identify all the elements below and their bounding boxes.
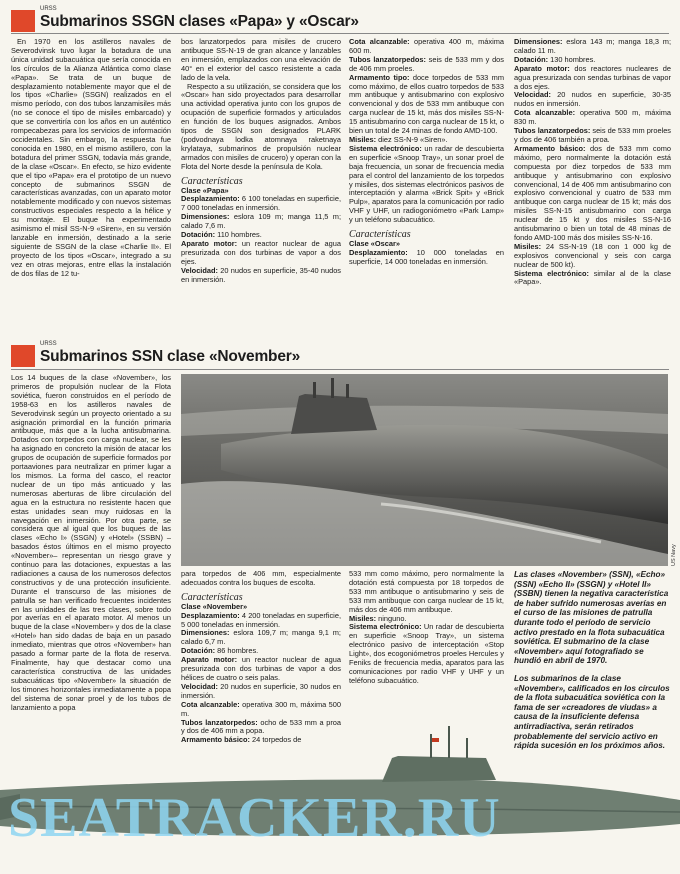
section2-marker — [11, 345, 35, 367]
spec-value: 20 nudos en superficie, 30 nudos en inmersión. — [181, 681, 341, 700]
spec-key: Misiles: — [514, 241, 542, 251]
spec-key: Aparato motor: — [181, 238, 238, 248]
section1-column-4 — [514, 38, 671, 287]
spec-key: Dotación: — [181, 230, 216, 240]
spec-value: 10 000 toneladas en superficie, 14 000 toneladas en inmersión. — [349, 247, 504, 266]
papa-specs — [181, 195, 341, 284]
spec-key: Misiles: — [349, 613, 377, 623]
spec-line — [514, 127, 671, 145]
spec-line — [181, 267, 341, 285]
spec-value: ocho de 533 mm a proa y dos de 406 mm a popa. — [181, 717, 341, 736]
section1-marker — [11, 10, 35, 32]
spec-key: Velocidad: — [514, 90, 551, 100]
spec-key: Desplazamiento: — [181, 194, 240, 204]
spec-key: Misiles: — [349, 134, 377, 144]
section1-country: URSS — [40, 6, 57, 12]
section2-column-3 — [349, 570, 504, 686]
spec-value: 533 mm como máximo, pero normalmente la dotación está compuesta por 18 torpedos de 533 mm antibuque o antisubmarino y seis de 533 mm antibuque con carga nuclear de 15 kt, más dos de 406 mm antibuque. — [349, 569, 504, 614]
papa-subheading: Clase «Papa» — [181, 185, 229, 195]
spec-line — [349, 249, 504, 267]
spec-value: 86 hombres. — [215, 646, 259, 656]
spec-line — [181, 629, 341, 647]
spec-line — [349, 145, 504, 225]
spec-value: 130 hombres. — [548, 54, 596, 64]
spec-key: Velocidad: — [181, 681, 218, 691]
section1-col2-text-b: Respecto a su utilización, se considera que los «Oscar» han sido proyectados para desarrollar una actividad operativa junto con los grupos de ocupación de superficie formados y articulados en función de los buques asignados. Ambos tipos de SSGN son designados PLARK (podvodnaya lodka atomnaya raketnaya krylataya, submarinos de propulsión nuclear armados con misiles de crucero) y operan con la Flota del Norte desde la península de Kola. — [181, 81, 341, 171]
spec-key: Cota alcanzable: — [181, 699, 240, 709]
spec-key: Armamento tipo: — [349, 72, 410, 82]
spec-value: 6 100 toneladas en superficie, 7 000 toneladas en inmersión. — [181, 194, 341, 213]
spec-value: dos reactores nucleares de agua presurizada con sendas turbinas de vapor a dos ejes. — [514, 63, 671, 91]
spec-value: seis de 533 mm proeles y dos de 406 también a proa. — [514, 126, 672, 144]
spec-key: Dimensiones: — [181, 628, 230, 638]
spec-key: Armamento básico: — [514, 143, 586, 153]
spec-value: 110 hombres. — [215, 230, 262, 240]
spec-value: Un radar de descubierta en superficie «Snoop Tray», un sistema electrónico pasivo de interceptación «Stop Light», dos ecogoniómetros proeles Hercules y Feniks de frecuencia media, aparatos para las comunicaciones por radio VHF y UHF y un teléfono subacuático. — [349, 622, 504, 685]
submarine-photo-image — [181, 374, 668, 566]
watermark: SEATRACKER.RU — [8, 787, 501, 849]
spec-key: Dimensiones: — [514, 37, 563, 46]
section1-col2-text-a: bos lanzatorpedos para misiles de crucero antibuque SS-N-19 de gran alcance y lanzables en inmersión, emplazados con una elevación de 40° en el exterior del casco resistente a cada lado de la vela. — [181, 37, 341, 82]
oscar-subheading: Clase «Oscar» — [349, 238, 400, 248]
spec-line — [514, 91, 671, 109]
spec-key: Sistema electrónico: — [349, 143, 422, 153]
spec-line — [181, 612, 341, 630]
section2-column-1 — [11, 374, 171, 712]
spec-value: eslora 109 m; manga 11,5 m; calado 7,6 m. — [181, 212, 341, 231]
spec-key: Dotación: — [181, 646, 216, 656]
spec-line — [181, 213, 341, 231]
spec-value: seis de 533 mm y dos de 406 mm proeles. — [349, 54, 504, 73]
photo-credit: US Navy — [671, 544, 677, 566]
spec-line — [349, 570, 504, 615]
spec-key: Sistema electrónico: — [514, 268, 589, 278]
oscar-specs — [349, 249, 504, 267]
spec-key: Tubos lanzatorpedos: — [514, 126, 591, 136]
submarine-photo — [181, 374, 668, 566]
oscar-characteristics-heading: Características — [349, 229, 411, 241]
spec-line — [181, 240, 341, 267]
spec-key: Tubos lanzatorpedos: — [349, 54, 426, 64]
spec-line — [181, 656, 341, 683]
spec-key: Tubos lanzatorpedos: — [181, 717, 258, 727]
section1-col3-specs — [349, 38, 504, 225]
spec-value: operativa 300 m, máxima 500 m. — [181, 699, 341, 718]
spec-key: Cota alcanzable: — [349, 37, 410, 46]
spec-value: 24 torpedos de — [250, 735, 302, 745]
spec-value: 20 nudos en superficie, 35-40 nudos en inmersión. — [181, 265, 341, 284]
spec-value: ninguno. — [376, 613, 407, 623]
section1-characteristics-heading: Características — [181, 175, 243, 187]
spec-value: diez SS-N-9 «Siren». — [376, 134, 448, 144]
spec-key: Dotación: — [514, 54, 549, 64]
spec-value: operativa 400 m, máxima 600 m. — [349, 37, 504, 55]
spec-value: un reactor nuclear de agua presurizada con dos turbinas de vapor a dos hélices de cuatro o seis palas. — [181, 655, 341, 682]
spec-value: eslora 109,7 m; manga 9,1 m; calado 6,7 m. — [181, 628, 341, 647]
spec-key: Sistema electrónico: — [349, 622, 422, 632]
spec-line — [514, 243, 671, 270]
spec-value: 20 nudos en superficie, 30-35 nudos en inmersión. — [514, 90, 671, 109]
caption-paragraph-2: Los submarinos de la clase «November», calificados en los círculos de la flota subacuática soviética con la fama de ser «creadores de viudas» a causa de la insuficiente defensa antirradiactiva, serán retirados probablemente del servicio activo en rápida sucesión en los próximos años. — [514, 673, 670, 751]
spec-value: eslora 143 m; manga 18,3 m; calado 11 m. — [514, 37, 671, 55]
section2-title: Submarinos SSN clase «November» — [40, 348, 300, 365]
section1-col1-text: En 1970 en los astilleros navales de Severodvinsk tuvo lugar la botadura de una única unidad subacuática que sería conocida en los círculos de la Alianza Atlántica como clase «Papa». Se trata de un buque de desplazamiento notablemente mayor que el de los tipos «Charlie» (SSGN) realizados en el mismo período, con dos tubos lanzamisiles más (no se conoce el tipo de misiles embarcado) y que se convertiría con los años en un auténtico rompecabezas para los servicios de información occidentales. Sin embargo, la respuesta fue conocida en 1980, en el mismo astillero, con la botadura del primer SSGN, todavía más grande, de la clase «Oscar». En efecto, se hizo evidente que el tipo «Papa» era el prototipo de un nuevo concepto de submarinos SSGN de características avanzadas, con un aparato motor notablemente modificado y con nuevos sistemas constructivos especiales respecto a la hélice y su montaje. El buque ha experimentado asimismo el misil SS-N-9 «Siren», en su versión lanzable en inmersión, destinado a la serie siguiente de SSGN de la clase «Charlie II». El proyecto de los tipos «Oscar», integrado a su vez en otras mejoras, entre ellas la instalación de dos filas de 12 tu- — [11, 37, 171, 278]
spec-line — [514, 270, 671, 288]
spec-key: Aparato motor: — [514, 63, 570, 73]
section2-country: URSS — [40, 341, 57, 347]
spec-value: un radar de descubierta en superficie «Snoop Tray», un sonar proel de baja frecuencia, un sonar de frecuencia media para el control del lanzamiento de los torpedos y misiles, dos sistemas electrónicos pasivos de interceptación y alarma «Brick Spit» y «Brick Pulp», aparatos para la comunicación por radio VHF y UHF, un radiogoniómetro «Park Lamp» y un teléfono subacuático. — [349, 143, 504, 225]
section2-characteristics-heading: Características — [181, 591, 243, 603]
spec-key: Cota alcanzable: — [514, 108, 576, 118]
section2-col3-specs — [349, 570, 504, 686]
section2-rule — [11, 369, 669, 370]
spec-key: Desplazamiento: — [181, 610, 240, 620]
section2-col2-text: para torpedos de 406 mm, especialmente adecuados contra los buques de escolta. — [181, 569, 341, 587]
section1-col4-specs — [514, 38, 671, 287]
section2-col1-text: Los 14 buques de la clase «November», los primeros de propulsión nuclear de la Flota soviética, fueron construidos en el período de 1958-63 en los astilleros navales de Severodvinsk según un proyecto orientado a su asignación primordial en la función primaria antibuque, más que a la lucha antisubmarina. Dotados con torpedos con carga nuclear, se les ha asignado en concreto la misión de atacar los grupos de ocupación de superficie formados por portaaviones para neutralizar en primer lugar a los mismos. La forma del casco, el reactor nuclear de un tipo más anticuado y las numerosas aberturas de libre circulación del agua en la estructura no resistente hacen que estas unidades sean muy ruidosas en la navegación en inmersión. Por otra parte, se considera que al igual que los buques de las clases «Echo I» (SSGN) y «Hotel» (SSBN) –basados éstos últimos en el mismo proyecto «November»– representan un riesgo grave y continuo para las dotaciones, expuestas a las radiaciones a causa de los numerosos defectos constructivos y de una protección insuficiente. Durante el transcurso de las misiones de patrulla se han verificado frecuentes incidentes en las unidades de las tres clases, sobre todo por averías en el aparato motor. Al menos un buque de la clase «November» y dos de la clase «Hotel» han sido dadas de baja en un pasado inmediato, mientras que otros «November» han pasado a formar parte de la flota de reserva. Finalmente, hay que destacar como una característica constructiva de las unidades subacuáticas tipo «November» la situación de los timones horizontales inmediatamente a popa del sistema de sonar proel y de los tubos de lanzamiento a popa — [11, 373, 171, 712]
spec-value: similar al de la clase «Papa». — [514, 268, 671, 287]
spec-key: Desplazamiento: — [349, 247, 408, 257]
spec-line — [514, 109, 671, 127]
spec-line — [349, 56, 504, 74]
section1-column-3 — [349, 38, 504, 267]
spec-value: 4 200 toneladas en superficie, 5 000 toneladas en inmersión. — [181, 610, 341, 629]
november-subheading: Clase «November» — [181, 601, 248, 611]
spec-line — [181, 701, 341, 719]
spec-line — [181, 195, 341, 213]
section1-title: Submarinos SSGN clases «Papa» y «Oscar» — [40, 13, 359, 30]
spec-line — [349, 74, 504, 136]
caption-paragraph-1: Las clases «November» (SSN), «Echo» (SSN) «Echo II» (SSGN) y «Hotel II» (SSBN) tienen la negativa característica de haber sufrido numerosas averías en el curso de las misiones de patrulla durante todo el período de servicio activo prestado en la flota subacuática soviética. El submarino de la clase «November» aquí fotografiado se hundió en abril de 1970. — [514, 570, 669, 666]
spec-line — [181, 683, 341, 701]
spec-value: doce torpedos de 533 mm como máximo, de ellos cuatro torpedos de 533 mm antibuque y antisubmarino con explosivo convencional y dos de 533 mm antibuque con carga nuclear de 15 kt, más dos misiles SS-N-15 antisubmarino con carga nuclear de 15 kt, o bien un total de 24 minas de fondo AMD-100. — [349, 72, 504, 136]
spec-key: Armamento básico: — [181, 735, 250, 745]
spec-key: Dimensiones: — [181, 212, 230, 222]
section1-column-1 — [11, 38, 171, 278]
spec-value: un reactor nuclear de agua presurizada con dos turbinas de vapor a dos ejes. — [181, 238, 341, 266]
spec-value: operativa 500 m, máxima 830 m. — [514, 108, 672, 127]
spec-key: Velocidad: — [181, 265, 218, 275]
spec-value: dos de 533 mm como máximo, pero normalmente la dotación está compuesta por diez torpedos de 533 mm antibuque y antisubmarino con explosivo convencional, 14 de 406 mm antisubmarino con explosivo convencional y cuatro de 533 mm antibuque con carga nuclear de 15 kt; más dos misiles SS-N-15 antisubmarino con carga nuclear de 15 kt y dos misiles SS-N-16 antisubmarino o bien un total de 48 minas de fondo AMD-100 más dos misiles SS-N-16. — [514, 143, 671, 242]
spec-line — [514, 145, 671, 243]
section1-rule — [11, 33, 669, 34]
spec-line — [349, 623, 504, 685]
spec-line — [514, 38, 671, 56]
spec-value: 24 SS-N-19 (18 con 1 000 kg de explosivos convencional y seis con carga nuclear de 500 kt). — [514, 241, 671, 269]
spec-line — [514, 65, 671, 92]
section1-column-2 — [181, 38, 341, 284]
section2-column-2 — [181, 570, 341, 745]
spec-line — [349, 38, 504, 56]
spec-key: Aparato motor: — [181, 655, 238, 665]
